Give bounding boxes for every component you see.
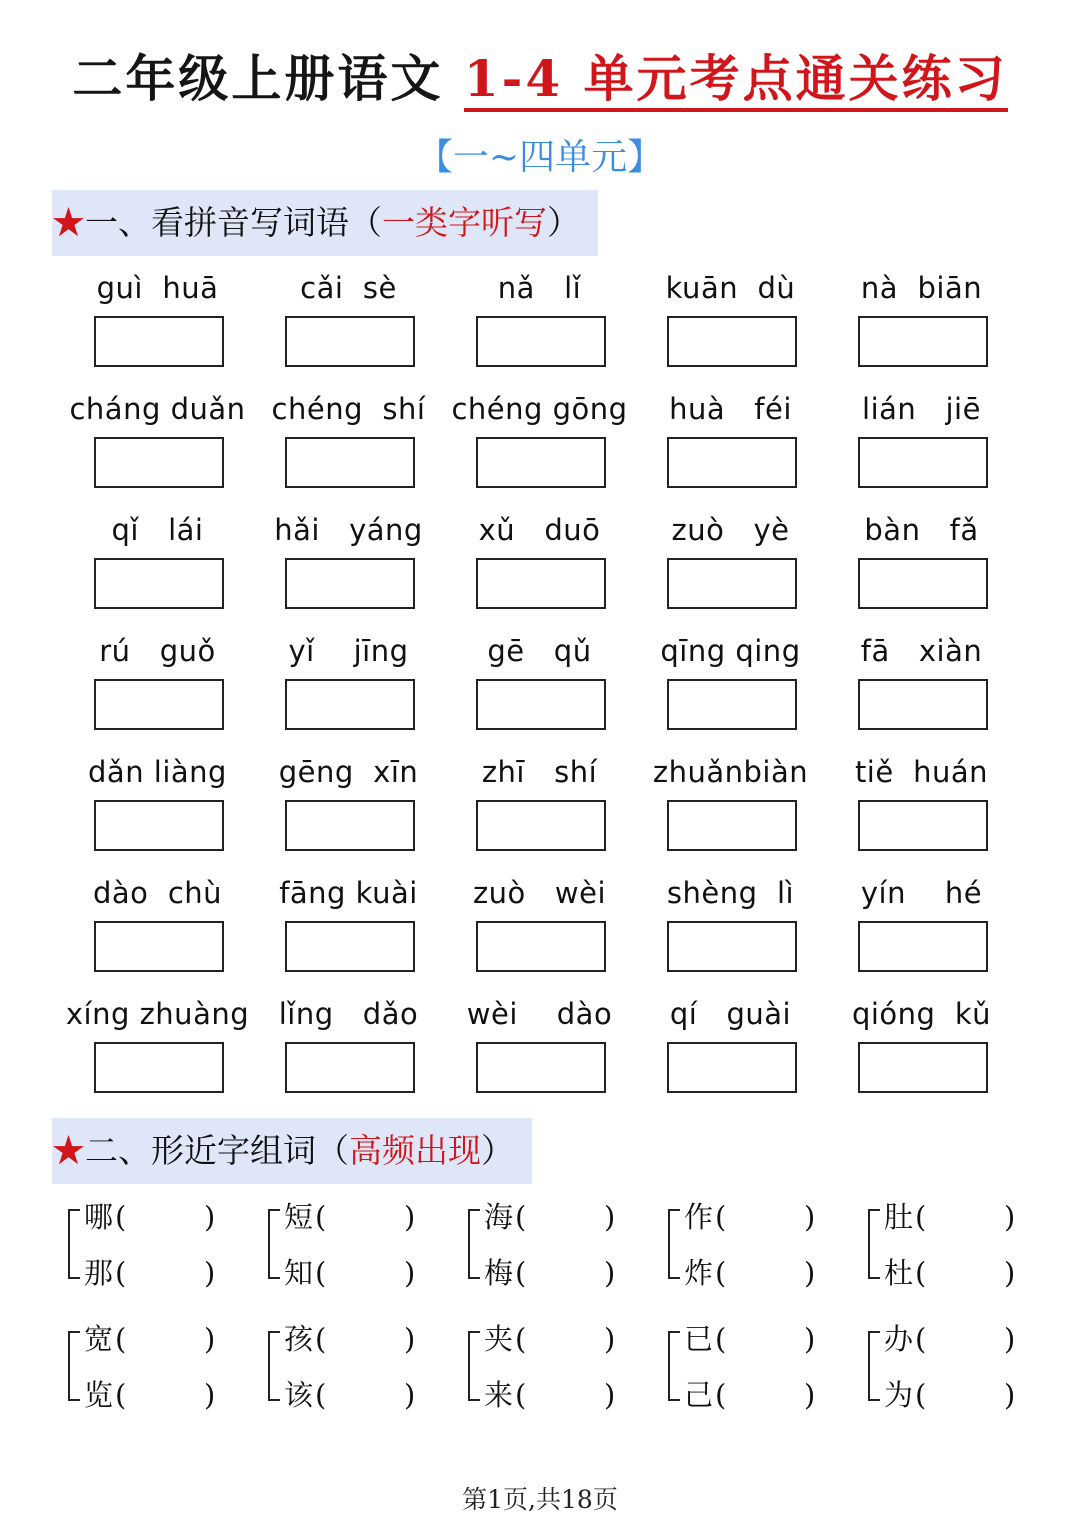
pinyin-item: [253, 262, 444, 383]
pinyin-text: wèi dào: [466, 997, 613, 1031]
answer-box[interactable]: [858, 558, 988, 609]
pinyin-item: [826, 746, 1017, 867]
char-word-blank[interactable]: [684, 1253, 864, 1293]
character: 夹: [484, 1322, 514, 1356]
pinyin-text: fā xiàn: [860, 634, 983, 668]
character: 作: [684, 1200, 714, 1234]
pinyin-item: [826, 867, 1017, 988]
answer-box[interactable]: [858, 437, 988, 488]
pinyin-text: qióng kǔ: [851, 997, 992, 1031]
pinyin-text: shèng lì: [666, 876, 795, 910]
open-paren: (: [115, 1200, 127, 1234]
title-highlight: 1-4 单元考点通关练习: [464, 49, 1008, 112]
char-pair: [262, 1317, 462, 1439]
pinyin-item: [62, 504, 253, 625]
close-paren: ): [804, 1322, 816, 1356]
character: 览: [84, 1378, 114, 1412]
close-paren: ): [404, 1322, 416, 1356]
answer-box[interactable]: [667, 1042, 797, 1093]
pinyin-text: dǎn liàng: [88, 755, 227, 789]
pinyin-item: [62, 867, 253, 988]
close-paren: ): [204, 1322, 216, 1356]
pinyin-text: guì huā: [96, 271, 219, 305]
pinyin-text: gēng xīn: [278, 755, 419, 789]
answer-box[interactable]: [858, 1042, 988, 1093]
answer-box[interactable]: [476, 921, 606, 972]
character: 海: [484, 1200, 514, 1234]
pinyin-text: nà biān: [860, 271, 983, 305]
pinyin-exercise-grid: [62, 262, 1022, 1109]
answer-box[interactable]: [285, 679, 415, 730]
pinyin-item: [253, 383, 444, 504]
open-paren: (: [315, 1378, 327, 1412]
character: 短: [284, 1200, 314, 1234]
character: 梅: [484, 1256, 514, 1290]
answer-box[interactable]: [94, 1042, 224, 1093]
char-word-blank[interactable]: [284, 1197, 464, 1237]
pinyin-text: chéng gōng: [451, 392, 628, 426]
answer-box[interactable]: [858, 921, 988, 972]
char-pair: [662, 1317, 862, 1439]
char-pair: [862, 1195, 1062, 1317]
answer-box[interactable]: [858, 679, 988, 730]
answer-box[interactable]: [94, 316, 224, 367]
character: 办: [884, 1322, 914, 1356]
pinyin-item: [635, 988, 826, 1109]
open-paren: (: [115, 1322, 127, 1356]
unit-subtitle: 【一~四单元】: [416, 137, 664, 178]
char-pair: [462, 1317, 662, 1439]
char-word-blank[interactable]: [84, 1197, 264, 1237]
section-2-paren-open: （: [316, 1131, 349, 1170]
character: 炸: [684, 1256, 714, 1290]
character: 肚: [884, 1200, 914, 1234]
pinyin-item: [826, 383, 1017, 504]
pinyin-text: tiě huán: [854, 755, 989, 789]
pinyin-item: [253, 625, 444, 746]
pinyin-item: [826, 262, 1017, 383]
star-icon: ★: [52, 1131, 85, 1170]
char-pair: [262, 1195, 462, 1317]
pinyin-text: cháng duǎn: [69, 392, 246, 426]
pinyin-text: zhuǎnbiàn: [652, 755, 809, 789]
section-2-title: 二、形近字组词: [85, 1131, 316, 1170]
answer-box[interactable]: [476, 558, 606, 609]
similar-characters-grid: [62, 1195, 1032, 1439]
pinyin-text: huà féi: [669, 392, 792, 426]
char-pair: [62, 1317, 262, 1439]
char-word-blank[interactable]: [284, 1253, 464, 1293]
close-paren: ): [204, 1378, 216, 1412]
pinyin-text: cǎi sè: [300, 271, 397, 305]
section-1-paren-open: （: [349, 203, 382, 242]
char-word-blank[interactable]: [884, 1253, 1064, 1293]
answer-box[interactable]: [94, 679, 224, 730]
answer-box[interactable]: [476, 1042, 606, 1093]
pinyin-item: [826, 988, 1017, 1109]
char-pair: [862, 1317, 1062, 1439]
pinyin-item: [253, 746, 444, 867]
answer-box[interactable]: [285, 558, 415, 609]
section-1-paren-close: ）: [547, 203, 580, 242]
pinyin-text: yín hé: [860, 876, 983, 910]
character: 哪: [84, 1200, 114, 1234]
open-paren: (: [315, 1256, 327, 1290]
pinyin-item: [444, 383, 635, 504]
character: 孩: [284, 1322, 314, 1356]
char-word-blank[interactable]: [684, 1319, 864, 1359]
page-footer: 第1页,共18页: [462, 1485, 618, 1514]
pinyin-text: qǐ lái: [111, 513, 204, 547]
answer-box[interactable]: [94, 437, 224, 488]
open-paren: (: [315, 1322, 327, 1356]
answer-box[interactable]: [94, 921, 224, 972]
star-icon: ★: [52, 203, 85, 242]
char-word-blank[interactable]: [684, 1375, 864, 1415]
pinyin-text: nǎ lǐ: [497, 271, 582, 305]
pinyin-text: yǐ jīng: [288, 634, 409, 668]
title-main: 二年级上册语文: [72, 49, 444, 108]
open-paren: (: [515, 1256, 527, 1290]
char-word-blank[interactable]: [484, 1375, 664, 1415]
bracket-icon: [68, 1209, 80, 1279]
pinyin-item: [444, 867, 635, 988]
pinyin-item: [444, 746, 635, 867]
open-paren: (: [915, 1200, 927, 1234]
section-1-header: [52, 190, 598, 256]
pinyin-text: rú guǒ: [99, 634, 216, 668]
close-paren: ): [804, 1256, 816, 1290]
answer-box[interactable]: [667, 679, 797, 730]
pinyin-item: [635, 504, 826, 625]
section-1-title: 一、看拼音写词语: [85, 203, 349, 242]
open-paren: (: [115, 1256, 127, 1290]
bracket-icon: [868, 1331, 880, 1401]
pinyin-text: xǔ duō: [478, 513, 601, 547]
pinyin-item: [635, 746, 826, 867]
pinyin-text: bàn fǎ: [864, 513, 979, 547]
pinyin-item: [253, 988, 444, 1109]
answer-box[interactable]: [476, 437, 606, 488]
close-paren: ): [604, 1256, 616, 1290]
character: 来: [484, 1378, 514, 1412]
char-word-blank[interactable]: [484, 1319, 664, 1359]
pinyin-text: kuān dù: [665, 271, 796, 305]
answer-box[interactable]: [858, 316, 988, 367]
close-paren: ): [1004, 1378, 1016, 1412]
character: 已: [684, 1322, 714, 1356]
pinyin-item: [62, 383, 253, 504]
close-paren: ): [404, 1200, 416, 1234]
close-paren: ): [1004, 1256, 1016, 1290]
pinyin-item: [62, 746, 253, 867]
bracket-icon: [868, 1209, 880, 1279]
character: 宽: [84, 1322, 114, 1356]
character: 杜: [884, 1256, 914, 1290]
open-paren: (: [915, 1256, 927, 1290]
answer-box[interactable]: [285, 800, 415, 851]
pinyin-item: [826, 504, 1017, 625]
answer-box[interactable]: [285, 437, 415, 488]
pinyin-text: hǎi yáng: [274, 513, 423, 547]
open-paren: (: [915, 1322, 927, 1356]
open-paren: (: [115, 1378, 127, 1412]
character: 该: [284, 1378, 314, 1412]
bracket-icon: [468, 1209, 480, 1279]
pinyin-item: [444, 988, 635, 1109]
open-paren: (: [515, 1200, 527, 1234]
char-word-blank[interactable]: [884, 1375, 1064, 1415]
answer-box[interactable]: [667, 800, 797, 851]
pinyin-text: lǐng dǎo: [278, 997, 419, 1031]
section-2-paren-close: ）: [481, 1131, 514, 1170]
open-paren: (: [715, 1378, 727, 1412]
close-paren: ): [604, 1322, 616, 1356]
pinyin-text: zhī shí: [481, 755, 598, 789]
pinyin-text: lián jiē: [862, 392, 981, 426]
close-paren: ): [804, 1378, 816, 1412]
bracket-icon: [668, 1209, 680, 1279]
pinyin-item: [635, 867, 826, 988]
char-word-blank[interactable]: [884, 1197, 1064, 1237]
open-paren: (: [315, 1200, 327, 1234]
char-word-blank[interactable]: [84, 1253, 264, 1293]
pinyin-item: [253, 867, 444, 988]
pinyin-item: [444, 262, 635, 383]
char-word-blank[interactable]: [84, 1319, 264, 1359]
character: 为: [884, 1378, 914, 1412]
bracket-icon: [668, 1331, 680, 1401]
char-pair: [62, 1195, 262, 1317]
open-paren: (: [915, 1378, 927, 1412]
pinyin-item: [444, 504, 635, 625]
char-word-blank[interactable]: [884, 1319, 1064, 1359]
bracket-icon: [268, 1331, 280, 1401]
answer-box[interactable]: [285, 1042, 415, 1093]
bracket-icon: [268, 1209, 280, 1279]
answer-box[interactable]: [94, 800, 224, 851]
character: 知: [284, 1256, 314, 1290]
pinyin-item: [62, 625, 253, 746]
open-paren: (: [715, 1200, 727, 1234]
pinyin-item: [253, 504, 444, 625]
pinyin-text: dào chù: [92, 876, 223, 910]
close-paren: ): [604, 1200, 616, 1234]
close-paren: ): [604, 1378, 616, 1412]
pinyin-text: fāng kuài: [279, 876, 418, 910]
char-word-blank[interactable]: [84, 1375, 264, 1415]
bracket-icon: [68, 1331, 80, 1401]
pinyin-item: [635, 383, 826, 504]
answer-box[interactable]: [285, 316, 415, 367]
pinyin-item: [635, 625, 826, 746]
char-word-blank[interactable]: [684, 1197, 864, 1237]
close-paren: ): [1004, 1200, 1016, 1234]
pinyin-item: [826, 625, 1017, 746]
open-paren: (: [715, 1322, 727, 1356]
answer-box[interactable]: [476, 800, 606, 851]
char-word-blank[interactable]: [284, 1319, 464, 1359]
answer-box[interactable]: [667, 316, 797, 367]
pinyin-text: chéng shí: [271, 392, 426, 426]
character: 那: [84, 1256, 114, 1290]
pinyin-text: zuò wèi: [472, 876, 607, 910]
char-pair: [462, 1195, 662, 1317]
pinyin-item: [635, 262, 826, 383]
close-paren: ): [404, 1378, 416, 1412]
char-pair: [662, 1195, 862, 1317]
section-2-highlight: 高频出现: [349, 1131, 481, 1170]
close-paren: ): [204, 1256, 216, 1290]
pinyin-item: [62, 988, 253, 1109]
answer-box[interactable]: [476, 316, 606, 367]
close-paren: ): [804, 1200, 816, 1234]
pinyin-text: xíng zhuàng: [65, 997, 250, 1031]
answer-box[interactable]: [285, 921, 415, 972]
section-2-header: [52, 1118, 532, 1184]
char-word-blank[interactable]: [484, 1197, 664, 1237]
pinyin-text: gē qǔ: [487, 634, 592, 668]
page-title: [0, 44, 1080, 114]
answer-box[interactable]: [667, 437, 797, 488]
pinyin-text: qí guài: [669, 997, 792, 1031]
bracket-icon: [468, 1331, 480, 1401]
close-paren: ): [204, 1200, 216, 1234]
char-word-blank[interactable]: [484, 1253, 664, 1293]
answer-box[interactable]: [667, 921, 797, 972]
answer-box[interactable]: [94, 558, 224, 609]
open-paren: (: [715, 1256, 727, 1290]
close-paren: ): [404, 1256, 416, 1290]
pinyin-text: qīng qing: [660, 634, 801, 668]
open-paren: (: [515, 1322, 527, 1356]
pinyin-text: zuò yè: [671, 513, 790, 547]
answer-box[interactable]: [858, 800, 988, 851]
character: 己: [684, 1378, 714, 1412]
pinyin-item: [62, 262, 253, 383]
char-word-blank[interactable]: [284, 1375, 464, 1415]
section-1-highlight: 一类字听写: [382, 203, 547, 242]
open-paren: (: [515, 1378, 527, 1412]
answer-box[interactable]: [476, 679, 606, 730]
pinyin-item: [444, 625, 635, 746]
answer-box[interactable]: [667, 558, 797, 609]
close-paren: ): [1004, 1322, 1016, 1356]
